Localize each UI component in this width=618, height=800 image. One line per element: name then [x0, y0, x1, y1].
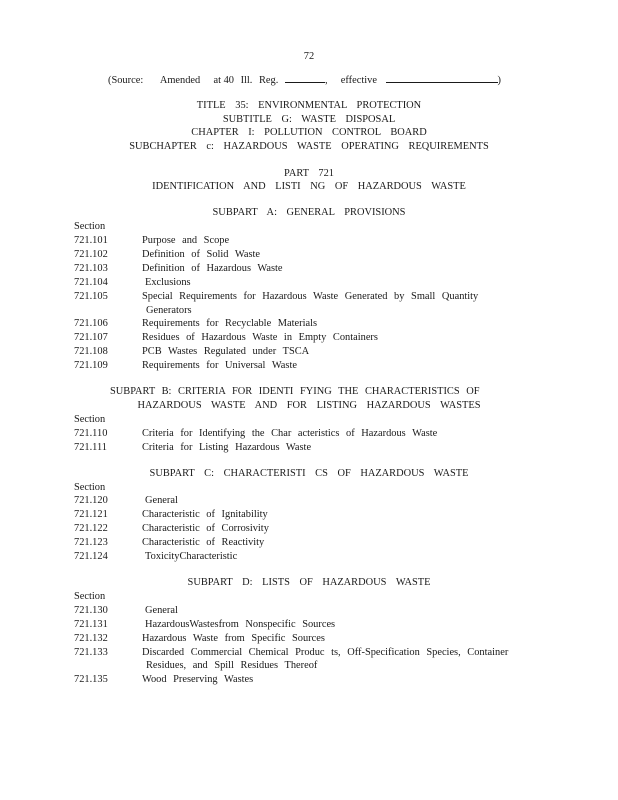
section-title: Characteristic of Reactivity	[142, 537, 265, 548]
section-label: Section	[74, 414, 106, 425]
section-title: General	[145, 495, 178, 506]
section-label: Section	[74, 591, 106, 602]
subtitle-heading: SUBTITLE G: WASTE DISPOSAL	[222, 114, 396, 125]
section-title: Definition of Solid Waste	[142, 249, 261, 260]
subpart-title-continuation: HAZARDOUS WASTE AND FOR LISTING HAZARDOUS WASTES	[137, 400, 481, 411]
page-number: 72	[303, 51, 315, 62]
section-number: 721.104	[74, 277, 108, 288]
section-number: 721.133	[74, 647, 108, 658]
section-title: Definition of Hazardous Waste	[142, 263, 283, 274]
source-close: )	[497, 75, 502, 86]
section-number: 721.120	[74, 495, 108, 506]
source-volume: 40 Ill. Reg.	[223, 75, 279, 86]
subchapter-heading: SUBCHAPTER c: HAZARDOUS WASTE OPERATING REQUIREMENTS	[129, 141, 489, 152]
subpart-title: SUBPART A: GENERAL PROVISIONS	[212, 207, 406, 218]
section-title: Criteria for Identifying the Char acteristics of Hazardous Waste	[142, 428, 438, 439]
section-number: 721.131	[74, 619, 108, 630]
section-title: Special Requirements for Hazardous Waste Generated by Small Quantity	[142, 291, 479, 302]
section-number: 721.130	[74, 605, 108, 616]
source-note	[108, 73, 501, 88]
section-title: HazardousWastesfrom Nonspecific Sources	[145, 619, 336, 630]
section-number: 721.135	[74, 674, 108, 685]
source-amended: Amended	[159, 75, 201, 86]
chapter-heading: CHAPTER I: POLLUTION CONTROL BOARD	[191, 127, 427, 138]
section-number: 721.111	[74, 442, 107, 453]
source-effective: effective	[340, 75, 377, 86]
section-label: Section	[74, 221, 106, 232]
section-number: 721.106	[74, 318, 108, 329]
section-title: Exclusions	[145, 277, 191, 288]
section-number: 721.124	[74, 551, 108, 562]
subpart-title: SUBPART B: CRITERIA FOR IDENTI FYING THE CHARACTERISTICS OF	[110, 386, 480, 397]
section-title-continuation: Generators	[146, 305, 192, 316]
section-title: Requirements for Recyclable Materials	[142, 318, 318, 329]
section-number: 721.132	[74, 633, 108, 644]
section-title: Requirements for Universal Waste	[142, 360, 297, 371]
source-at: at	[213, 75, 221, 86]
section-title: Characteristic of Corrosivity	[142, 523, 269, 534]
section-title: Hazardous Waste from Specific Sources	[142, 633, 325, 644]
section-title: Characteristic of Ignitability	[142, 509, 268, 520]
section-title: Wood Preserving Wastes	[142, 674, 254, 685]
source-comma: ,	[324, 75, 328, 86]
section-number: 721.102	[74, 249, 108, 260]
section-number: 721.105	[74, 291, 108, 302]
section-number: 721.123	[74, 537, 108, 548]
section-title: Discarded Commercial Chemical Produc ts, Off-Specification Species, Container	[142, 647, 509, 658]
section-number: 721.121	[74, 509, 108, 520]
section-title: Criteria for Listing Hazardous Waste	[142, 442, 312, 453]
section-number: 721.101	[74, 235, 108, 246]
title-heading: TITLE 35: ENVIRONMENTAL PROTECTION	[196, 100, 422, 111]
section-number: 721.107	[74, 332, 108, 343]
source-open: (Source:	[108, 75, 144, 86]
register-page-blank	[285, 73, 325, 83]
effective-date-blank	[386, 73, 498, 83]
section-number: 721.108	[74, 346, 108, 357]
section-title: Residues of Hazardous Waste in Empty Containers	[142, 332, 378, 343]
section-label: Section	[74, 482, 106, 493]
subpart-title: SUBPART C: CHARACTERISTI CS OF HAZARDOUS WASTE	[149, 468, 469, 479]
section-title: Purpose and Scope	[142, 235, 230, 246]
section-title: General	[145, 605, 178, 616]
section-number: 721.110	[74, 428, 108, 439]
section-number: 721.109	[74, 360, 108, 371]
section-title-continuation: Residues, and Spill Residues Thereof	[146, 660, 318, 671]
section-title: PCB Wastes Regulated under TSCA	[142, 346, 310, 357]
subpart-title: SUBPART D: LISTS OF HAZARDOUS WASTE	[187, 577, 431, 588]
section-number: 721.103	[74, 263, 108, 274]
section-number: 721.122	[74, 523, 108, 534]
part-title: IDENTIFICATION AND LISTI NG OF HAZARDOUS WASTE	[152, 181, 466, 192]
section-title: ToxicityCharacteristic	[145, 551, 238, 562]
part-heading: PART 721	[284, 168, 334, 179]
